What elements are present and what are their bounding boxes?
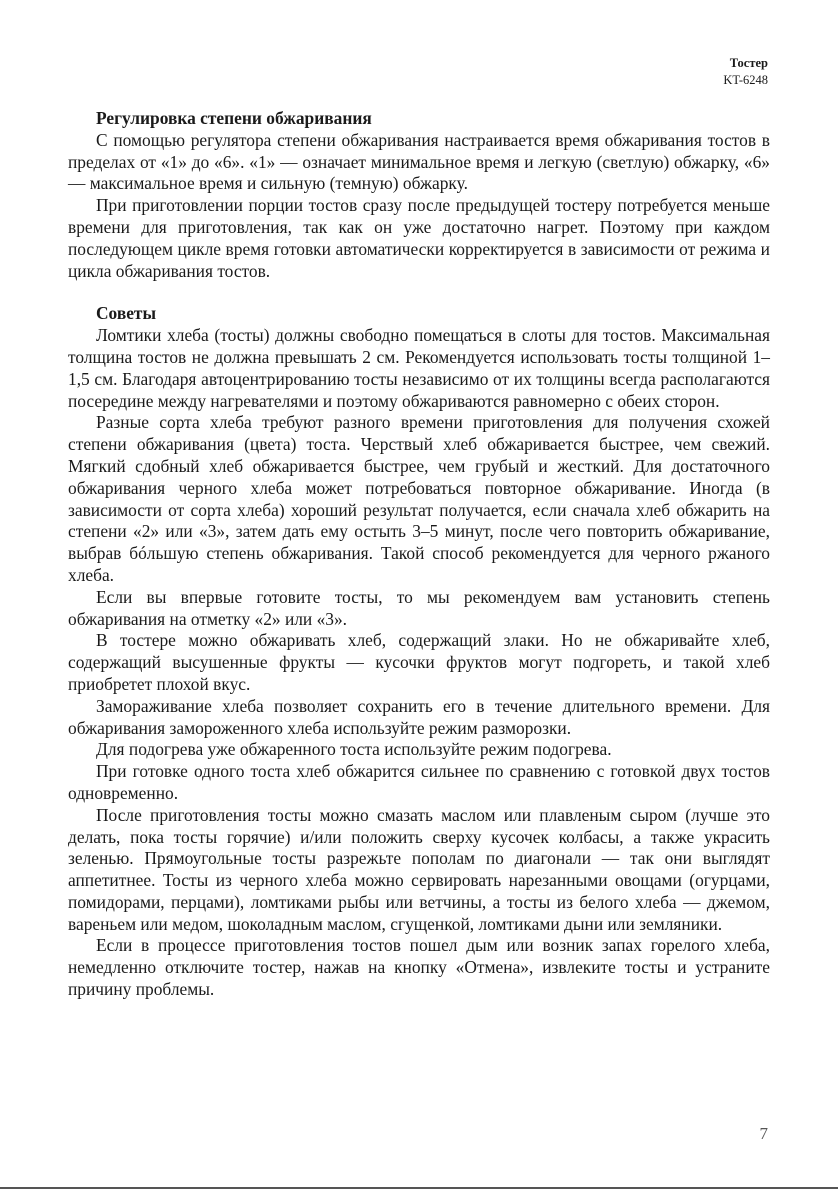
paragraph: При приготовлении порции тостов сразу после предыдущей тостеру потребуется меньше времени для приготовления, так как он уже достаточно нагрет. Поэтому при каждом последующем цикле время готовки автоматически корректируется в зависимости от режима и цикла обжаривания тостов. (68, 195, 770, 281)
document-body (68, 108, 770, 1001)
paragraph: В тостере можно обжаривать хлеб, содержащий злаки. Но не обжаривайте хлеб, содержащий высушенные фрукты — кусочки фруктов могут подгореть, и такой хлеб приобретет плохой вкус. (68, 630, 770, 694)
paragraph: Ломтики хлеба (тосты) должны свободно помещаться в слоты для тостов. Максимальная толщина тостов не должна превышать 2 см. Рекомендуется использовать тосты толщиной 1–1,5 см. Благодаря автоцентрированию тосты независимо от их толщины всегда располагаются посередине между нагревателями и поэтому обжариваются равномерно с обеих сторон. (68, 325, 770, 411)
paragraph: Если вы впервые готовите тосты, то мы рекомендуем вам установить степень обжаривания на отметку «2» или «3». (68, 586, 770, 629)
paragraph: Разные сорта хлеба требуют разного времени приготовления для получения схожей степени обжаривания (цвета) тоста. Черствый хлеб обжаривается быстрее, чем свежий. Мягкий сдобный хлеб обжаривается быстрее, чем грубый и жесткий. Для достаточного обжаривания черного хлеба может потребоваться повторное обжаривание. Иногда (в зависимости от сорта хлеба) хороший результат получается, если сначала хлеб обжарить на степени «2» или «3», затем дать ему остыть 3–5 минут, после чего повторить обжаривание, выбрав бóльшую степень обжаривания. Такой способ рекомендуется для черного ржаного хлеба. (68, 412, 770, 585)
paragraph: При готовке одного тоста хлеб обжарится сильнее по сравнению с готовкой двух тостов одновременно. (68, 761, 770, 803)
paragraph: Если в процессе приготовления тостов пошел дым или возник запах горелого хлеба, немедленно отключите тостер, нажав на кнопку «Отмена», извлеките тосты и устраните причину проблемы. (68, 935, 770, 1000)
section-spacer (68, 282, 770, 303)
paragraph: Для подогрева уже обжаренного тоста используйте режим подогрева. (96, 739, 612, 760)
section-tips (68, 303, 770, 1001)
header-title: Тостер (729, 56, 768, 70)
paragraph: Замораживание хлеба позволяет сохранить его в течение длительного времени. Для обжаривания замороженного хлеба используйте режим разморозки. (68, 695, 770, 738)
paragraph: После приготовления тосты можно смазать маслом или плавленым сыром (лучше это делать, пока тосты горячие) и/или положить сверху кусочек колбасы, а также украсить зеленью. Прямоугольные тосты разрежьте пополам по диагонали — так они выглядят аппетитнее. Тосты из черного хлеба можно сервировать нарезанными овощами (огурцами, помидорами, перцами), ломтиками рыбы или ветчины, а тосты из белого хлеба — джемом, вареньем или медом, шоколадным маслом, сгущенкой, ломтиками дыни или земляники. (68, 804, 770, 934)
paragraph: С помощью регулятора степени обжаривания настраивается время обжаривания тостов в пределах от «1» до «6». «1» — означает минимальное время и легкую (светлую) обжарку, «6» — максимальное время и сильную (темную) обжарку. (68, 129, 770, 194)
section-title: Советы (96, 303, 157, 324)
bottom-divider (0, 1187, 838, 1189)
section-browning-control (68, 108, 770, 282)
section-title: Регулировка степени обжаривания (96, 108, 372, 128)
page-header (723, 55, 768, 89)
header-model: KT-6248 (723, 73, 768, 87)
page-number: 7 (759, 1124, 768, 1143)
